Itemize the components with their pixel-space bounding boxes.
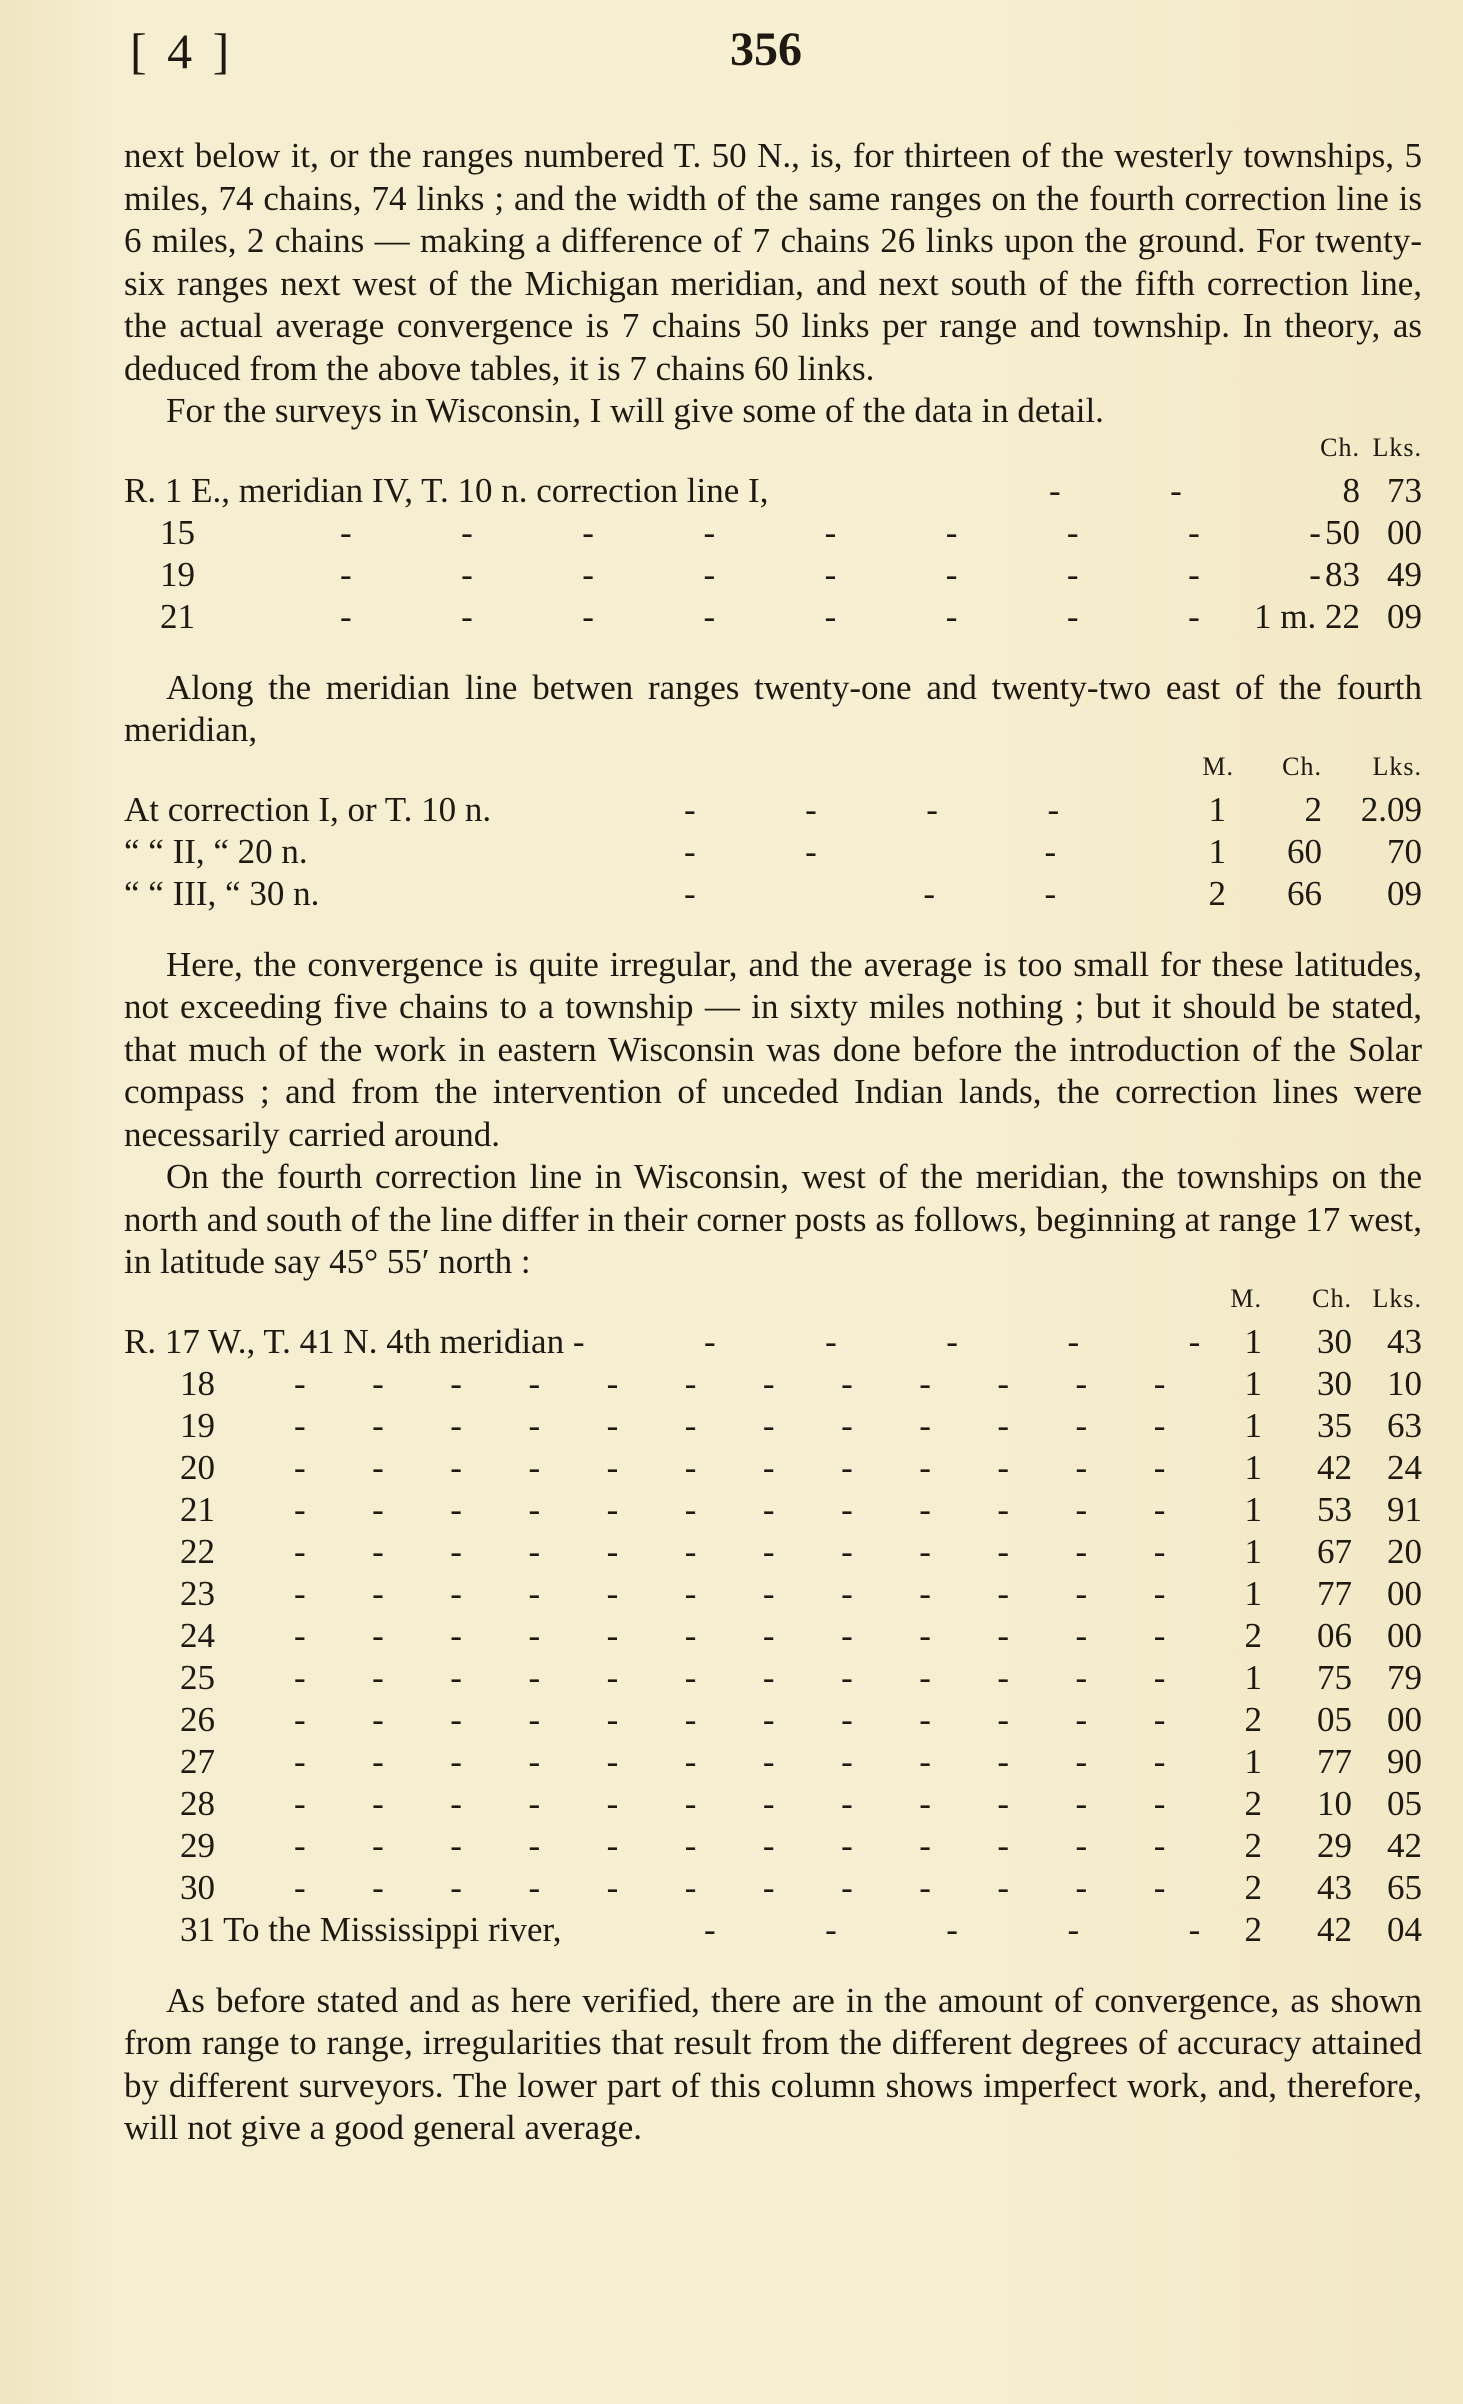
dot-leaders: - - - - - - - - - - - -: [294, 1657, 1168, 1697]
row-label: 21: [160, 596, 195, 636]
chains-value: 29: [1317, 1825, 1352, 1865]
row-label: “ “ II, “ 20 n.: [124, 831, 308, 871]
row-label: 19: [160, 554, 195, 594]
chains-value: 75: [1317, 1657, 1352, 1697]
row-label: 28: [180, 1783, 215, 1823]
table-row: [124, 1322, 1422, 1364]
table-row: [124, 1448, 1422, 1490]
paragraph-wisconsin-intro: For the surveys in Wisconsin, I will give some of the data in detail.: [166, 391, 1104, 430]
links-value: 00: [1387, 1699, 1422, 1739]
table-row: [124, 1616, 1422, 1658]
row-label: “ “ III, “ 30 n.: [124, 873, 320, 913]
chains-value: 83: [1325, 554, 1360, 594]
dot-leaders: - - - - - - - - - - - -: [294, 1363, 1168, 1403]
miles-value: 2: [1244, 1825, 1262, 1865]
chains-value: 50: [1325, 512, 1360, 552]
links-value: 73: [1387, 470, 1422, 510]
table-header: [124, 752, 1422, 790]
miles-value: 1: [1208, 789, 1226, 829]
dot-leaders: - - - - -: [704, 1321, 1203, 1361]
links-value: 00: [1387, 1573, 1422, 1613]
miles-value: 2: [1244, 1867, 1262, 1907]
chains-value: 05: [1317, 1699, 1352, 1739]
links-value: 63: [1387, 1405, 1422, 1445]
table-row: [124, 1910, 1422, 1952]
table-header: [124, 433, 1422, 471]
links-value: 42: [1387, 1825, 1422, 1865]
links-value: 65: [1387, 1867, 1422, 1907]
miles-value: 1: [1244, 1447, 1262, 1487]
chains-value: 43: [1317, 1867, 1352, 1907]
links-value: 79: [1387, 1657, 1422, 1697]
paragraph-fourth-correction: On the fourth correction line in Wisconsin, west of the meridian, the townships on the north and south of the line differ in their corner posts as follows, beginning at range 17 west, in latitude say 45° 55′ north :: [124, 1157, 1422, 1281]
row-label: 15: [160, 512, 195, 552]
row-label: R. 17 W., T. 41 N. 4th meridian -: [124, 1321, 585, 1361]
links-value: 00: [1387, 512, 1422, 552]
paragraph-continuation: next below it, or the ranges numbered T. 50 N., is, for thirteen of the westerly townships, 5 miles, 74 chains, 74 links ; and the width of the same ranges on the fourth correction line is 6 miles, 2 chains — making a difference of 7 chains 26 links upon the ground. For twenty-six ranges next west of the Michigan meridian, and next south of the fifth correction line, the actual average convergence is 7 chains 50 links per range and township. In theory, as deduced from the above tables, it is 7 chains 60 links.: [124, 136, 1422, 388]
miles-value: 1: [1244, 1405, 1262, 1445]
miles-value: 1: [1244, 1741, 1262, 1781]
page-header: [0, 22, 1463, 92]
table-row: [124, 1364, 1422, 1406]
table-row: [124, 1868, 1422, 1910]
miles-value: 1: [1244, 1531, 1262, 1571]
chains-value: 77: [1317, 1741, 1352, 1781]
dot-leaders: - - - - -: [704, 1909, 1203, 1949]
miles-value: 1: [1244, 1321, 1262, 1361]
meridian-correction-table: [124, 752, 1422, 916]
miles-value: 2: [1244, 1909, 1262, 1949]
table-row: [124, 555, 1422, 597]
links-value: 00: [1387, 1615, 1422, 1655]
table-row: [124, 1700, 1422, 1742]
table-row: [124, 1532, 1422, 1574]
dot-leaders: - - - - - - - - - - - -: [294, 1741, 1168, 1781]
correction-line-table: [124, 433, 1422, 639]
table-row: [124, 597, 1422, 639]
row-label: 22: [180, 1531, 215, 1571]
table-row: [124, 1490, 1422, 1532]
chains-value: 42: [1317, 1447, 1352, 1487]
header-links: Lks.: [1372, 751, 1422, 781]
chains-value: 53: [1317, 1489, 1352, 1529]
row-label: 27: [180, 1741, 215, 1781]
links-value: 10: [1387, 1363, 1422, 1403]
miles-value: 1: [1208, 831, 1226, 871]
header-chains: Ch.: [1312, 1283, 1352, 1313]
chains-value: 10: [1317, 1783, 1352, 1823]
page-number: 356: [730, 23, 802, 76]
paragraph-conclusion: As before stated and as here verified, there are in the amount of convergence, as shown from range to range, irregularities that result from the different degrees of accuracy attained by different surveyors. The lower part of this column shows imperfect work, and, therefore, will not give a good general average.: [124, 1980, 1422, 2147]
folio-mark: [ 4 ]: [130, 23, 234, 79]
miles-value: 1: [1244, 1573, 1262, 1613]
chains-value: 67: [1317, 1531, 1352, 1571]
dot-leaders: - - - - - - - - - - - -: [294, 1783, 1168, 1823]
links-value: 20: [1387, 1531, 1422, 1571]
chains-value: 35: [1317, 1405, 1352, 1445]
links-value: 91: [1387, 1489, 1422, 1529]
chains-value: 8: [1342, 470, 1360, 510]
chains-value: 66: [1287, 873, 1322, 913]
dot-leaders: - - -: [684, 831, 1059, 871]
table-row: [124, 1826, 1422, 1868]
links-value: 04: [1387, 1909, 1422, 1949]
links-value: 24: [1387, 1447, 1422, 1487]
miles-value: 2: [1244, 1615, 1262, 1655]
table-header: [124, 1284, 1422, 1322]
dot-leaders: - - - - - - - - - - - -: [294, 1825, 1168, 1865]
row-label: 30: [180, 1867, 215, 1907]
table-row: [124, 1784, 1422, 1826]
header-chains: Ch.: [1282, 751, 1322, 781]
dot-leaders: - - - - - - - - - - - -: [294, 1699, 1168, 1739]
links-value: 43: [1387, 1321, 1422, 1361]
dot-leaders: - - - - - - - - - - - -: [294, 1489, 1168, 1529]
table-row: [124, 1406, 1422, 1448]
dot-leaders: - - - - - - - -: [340, 596, 1202, 636]
table-row: [124, 471, 1422, 513]
dot-leaders: - - - - - - - - - - - -: [294, 1405, 1168, 1445]
dot-leaders: - - - - - - - - -: [340, 512, 1323, 552]
miles-value: 2: [1244, 1699, 1262, 1739]
chains-value: 77: [1317, 1573, 1352, 1613]
links-value: 49: [1387, 554, 1422, 594]
header-miles: M.: [1202, 751, 1234, 781]
row-label: 21: [180, 1489, 215, 1529]
links-value: 90: [1387, 1741, 1422, 1781]
chains-value: 60: [1287, 831, 1322, 871]
header-miles: M.: [1230, 1283, 1262, 1313]
row-label: 20: [180, 1447, 215, 1487]
dot-leaders: - - - - - - - - - - - -: [294, 1867, 1168, 1907]
links-value: 70: [1387, 831, 1422, 871]
row-label: R. 1 E., meridian IV, T. 10 n. correction line I,: [124, 470, 769, 510]
miles-value: 1: [1244, 1363, 1262, 1403]
page-body: [124, 135, 1422, 2150]
row-label: 19: [180, 1405, 215, 1445]
row-label: 23: [180, 1573, 215, 1613]
chains-value: 30: [1317, 1321, 1352, 1361]
row-label: 29: [180, 1825, 215, 1865]
header-chains: Ch.: [1320, 432, 1360, 462]
miles-value: 2: [1244, 1783, 1262, 1823]
row-label: 26: [180, 1699, 215, 1739]
header-links: Lks.: [1372, 1283, 1422, 1313]
header-links: Lks.: [1372, 432, 1422, 462]
row-label: 18: [180, 1363, 215, 1403]
row-label: At correction I, or T. 10 n.: [124, 789, 492, 829]
dot-leaders: - - - - - - - - - - - -: [294, 1531, 1168, 1571]
table-row: [124, 513, 1422, 555]
chains-value: 2: [1304, 789, 1322, 829]
row-label: 31 To the Mississippi river,: [180, 1909, 562, 1949]
table-row: [124, 1658, 1422, 1700]
links-value: 05: [1387, 1783, 1422, 1823]
dot-leaders: - - - - - - - - - - - -: [294, 1615, 1168, 1655]
miles-value: 2: [1208, 873, 1226, 913]
table-row: [124, 874, 1422, 916]
chains-value: 1 m. 22: [1254, 596, 1360, 636]
links-value: 09: [1387, 596, 1422, 636]
table-row: [124, 1574, 1422, 1616]
links-value: 09: [1387, 873, 1422, 913]
chains-value: 42: [1317, 1909, 1352, 1949]
table-row: [124, 790, 1422, 832]
dot-leaders: - - - -: [684, 789, 1062, 829]
row-label: 25: [180, 1657, 215, 1697]
dot-leaders: - - -: [684, 873, 1059, 913]
dot-leaders: - - - - - - - - - - - -: [294, 1447, 1168, 1487]
dot-leaders: - -: [1049, 470, 1184, 510]
paragraph-meridian-line: Along the meridian line betwen ranges twenty-one and twenty-two east of the fourth meridian,: [124, 667, 1422, 749]
links-value: 2.09: [1360, 789, 1422, 829]
dot-leaders: - - - - - - - - -: [340, 554, 1323, 594]
miles-value: 1: [1244, 1657, 1262, 1697]
paragraph-irregular-convergence: Here, the convergence is quite irregular, and the average is too small for these latitudes, not exceeding five chains to a township — in sixty miles nothing ; but it should be stated, that much of the work in eastern Wisconsin was done before the introduction of the Solar compass ; and from the intervention of unceded Indian lands, the correction lines were necessarily carried around.: [124, 944, 1422, 1154]
chains-value: 06: [1317, 1615, 1352, 1655]
township-corner-table: [124, 1284, 1422, 1952]
table-row: [124, 832, 1422, 874]
chains-value: 30: [1317, 1363, 1352, 1403]
miles-value: 1: [1244, 1489, 1262, 1529]
dot-leaders: - - - - - - - - - - - -: [294, 1573, 1168, 1613]
table-row: [124, 1742, 1422, 1784]
row-label: 24: [180, 1615, 215, 1655]
